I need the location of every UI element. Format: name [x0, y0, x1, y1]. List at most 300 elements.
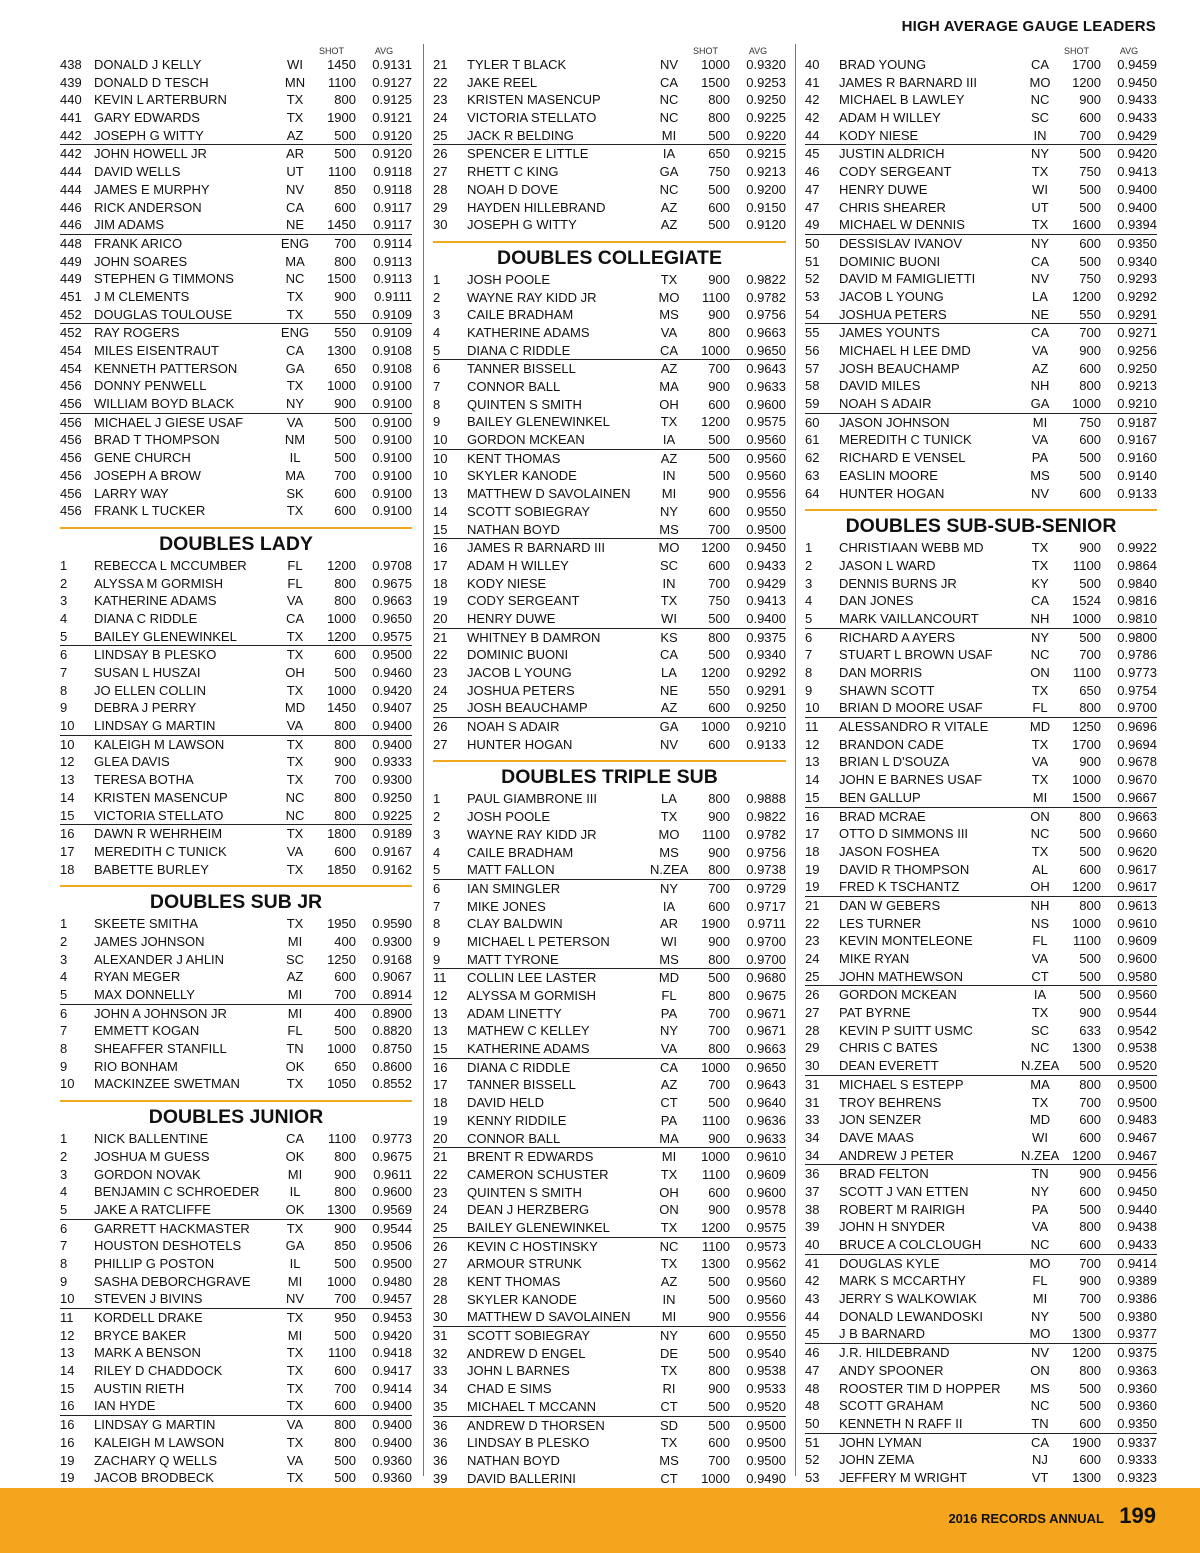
table-row — [60, 181, 412, 199]
table-row — [60, 1290, 412, 1309]
shooter-name: MICHAEL J GIESE USAF — [94, 414, 244, 430]
shot-count: 1700 — [1072, 57, 1101, 72]
average: 0.9556 — [746, 486, 786, 502]
rank: 41 — [805, 74, 820, 90]
table-row — [433, 1219, 786, 1238]
table-row — [433, 216, 786, 234]
rank: 21 — [805, 897, 820, 913]
rank: 8 — [60, 682, 68, 698]
column-header — [60, 40, 412, 56]
rank: 446 — [60, 217, 82, 233]
rank: 57 — [805, 360, 820, 376]
shot-count: 1200 — [701, 665, 730, 680]
shooter-name: DONNY PENWELL — [94, 378, 207, 394]
state: TX — [660, 1363, 678, 1379]
shooter-name: ALEXANDER J AHLIN — [94, 951, 225, 967]
state: NC — [1030, 647, 1050, 663]
state: CA — [659, 1059, 679, 1075]
state: TX — [1031, 164, 1049, 180]
rank: 17 — [805, 826, 820, 842]
shooter-name: JAKE A RATCLIFFE — [94, 1201, 211, 1217]
shot-count: 550 — [334, 325, 356, 341]
state: IN — [1033, 127, 1047, 143]
table-row — [433, 199, 786, 217]
average: 0.9500 — [372, 1255, 412, 1271]
shooter-name: JOHN LYMAN — [839, 1434, 922, 1450]
shooter-name: NOAH S ADAIR — [839, 396, 932, 412]
state: TX — [660, 271, 678, 287]
shooter-name: FRED K TSCHANTZ — [839, 879, 960, 895]
table-row — [60, 753, 412, 771]
table-row — [433, 1308, 786, 1327]
shooter-name: DAVID WELLS — [94, 164, 181, 180]
average: 0.9590 — [372, 916, 412, 932]
shooter-name: JON SENZER — [839, 1112, 922, 1128]
state: OK — [285, 1058, 305, 1074]
shooter-name: BRENT R EDWARDS — [467, 1149, 594, 1165]
table-row — [805, 1415, 1157, 1434]
shot-count: 700 — [708, 521, 730, 537]
average: 0.9108 — [372, 360, 412, 376]
shooter-name: DAVID M FAMIGLIETTI — [839, 271, 976, 287]
rank: 9 — [60, 1273, 68, 1289]
average: 0.9600 — [746, 396, 786, 412]
state: MS — [1030, 1380, 1050, 1396]
shot-count: 500 — [1079, 1058, 1101, 1074]
shot-count: 1100 — [702, 1166, 730, 1182]
shot-count: 1000 — [1072, 610, 1101, 626]
table-row — [60, 377, 412, 395]
table-row — [60, 502, 412, 520]
state: TX — [286, 1434, 304, 1450]
average: 0.9460 — [372, 665, 412, 680]
table-row — [433, 610, 786, 629]
table-row — [433, 915, 786, 933]
rank: 27 — [433, 164, 448, 180]
state: TX — [660, 1219, 678, 1235]
shot-count: 600 — [334, 1398, 356, 1414]
state: PA — [660, 1112, 678, 1128]
shot-count: 400 — [334, 1005, 356, 1021]
shooter-name: DEAN J HERZBERG — [467, 1202, 590, 1218]
state: NE — [659, 682, 679, 698]
shooter-name: DAVID R THOMPSON — [839, 861, 970, 877]
shot-count: 700 — [708, 1452, 730, 1468]
shot-count: 700 — [708, 575, 730, 591]
table-row — [433, 1398, 786, 1417]
shooter-name: GLEA DAVIS — [94, 754, 170, 770]
rank: 26 — [433, 719, 448, 735]
shooter-name: NOAH S ADAIR — [467, 719, 560, 735]
section-title: DOUBLES TRIPLE SUB — [433, 760, 786, 790]
rank: 456 — [60, 485, 82, 501]
state: NH — [1030, 897, 1050, 913]
rank: 28 — [433, 1274, 448, 1289]
average: 0.9609 — [1117, 933, 1157, 949]
state: MD — [1029, 719, 1051, 735]
table-row — [433, 826, 786, 844]
average: 0.9418 — [372, 1345, 412, 1361]
state: NY — [659, 880, 679, 896]
table-row — [433, 1076, 786, 1094]
shooter-name: GENE CHURCH — [94, 450, 191, 466]
table-row — [805, 932, 1157, 950]
shooter-name: IAN SMINGLER — [467, 880, 561, 896]
shot-count: 600 — [708, 700, 730, 716]
shot-count: 900 — [1079, 92, 1101, 108]
rank: 16 — [433, 540, 448, 556]
rank: 1 — [433, 271, 441, 287]
table-row — [805, 324, 1157, 342]
shot-count: 1250 — [327, 951, 356, 967]
shooter-name: RICK ANDERSON — [94, 199, 202, 215]
rank: 11 — [805, 719, 819, 735]
column-3 — [805, 40, 1157, 1487]
rank: 456 — [60, 414, 82, 430]
average: 0.9600 — [372, 1184, 412, 1200]
average: 0.9400 — [1117, 181, 1157, 197]
shot-count: 800 — [334, 575, 356, 591]
shooter-name: JOSEPH A BROW — [94, 467, 201, 483]
average: 0.9433 — [746, 557, 786, 573]
shot-count: 700 — [1079, 1094, 1101, 1110]
average: 0.9643 — [746, 361, 786, 377]
shooter-name: LINDSAY G MARTIN — [94, 718, 216, 734]
rank: 29 — [805, 1040, 820, 1056]
rank: 23 — [433, 665, 448, 680]
shooter-name: KATHERINE ADAMS — [94, 593, 217, 609]
table-row — [433, 1291, 786, 1309]
table-row — [60, 861, 412, 879]
shot-header: SHOT — [1063, 46, 1089, 56]
table-row — [805, 1183, 1157, 1201]
shot-count: 1100 — [328, 74, 356, 90]
average: 0.8900 — [372, 1005, 412, 1021]
table-row — [433, 844, 786, 862]
average: 0.9573 — [746, 1238, 786, 1254]
shooter-name: DENNIS BURNS JR — [839, 575, 957, 591]
table-row — [60, 306, 412, 325]
shooter-name: CONNOR BALL — [467, 379, 561, 394]
shot-count: 850 — [334, 1238, 356, 1254]
state: GA — [659, 164, 679, 180]
shot-header: SHOT — [318, 46, 344, 56]
shooter-name: MICHAEL S ESTEPP — [839, 1076, 964, 1092]
shot-count: 800 — [334, 92, 356, 108]
shot-count: 500 — [1079, 843, 1101, 859]
rank: 31 — [805, 1076, 820, 1092]
average: 0.9121 — [372, 110, 412, 126]
shooter-name: MACKINZEE SWETMAN — [94, 1076, 240, 1092]
rank: 456 — [60, 396, 82, 412]
shot-count: 600 — [708, 1435, 730, 1451]
average: 0.9459 — [1117, 57, 1157, 72]
table-row — [433, 736, 786, 754]
state: MS — [659, 521, 679, 537]
rank: 444 — [60, 164, 82, 180]
shooter-name: IAN HYDE — [94, 1398, 156, 1414]
average: 0.9333 — [1117, 1452, 1157, 1468]
shot-count: 500 — [708, 647, 730, 663]
shooter-name: KALEIGH M LAWSON — [94, 736, 225, 752]
rank: 3 — [433, 826, 441, 842]
shooter-name: DAVID HELD — [467, 1095, 545, 1111]
shooter-name: DESSISLAV IVANOV — [839, 235, 963, 251]
average: 0.9663 — [372, 593, 412, 609]
average: 0.9225 — [372, 807, 412, 823]
state: TX — [660, 1166, 678, 1182]
rank: 16 — [60, 1434, 75, 1450]
average: 0.8750 — [372, 1041, 412, 1057]
average: 0.9413 — [746, 593, 786, 609]
shooter-name: JACK R BELDING — [467, 127, 574, 143]
state: NY — [659, 1328, 679, 1344]
shooter-name: CHRIS SHEARER — [839, 199, 946, 215]
table-row — [805, 843, 1157, 861]
state: NC — [1030, 826, 1050, 842]
table-row — [805, 1165, 1157, 1183]
shooter-name: CODY SERGEANT — [839, 164, 952, 180]
table-row — [60, 1022, 412, 1040]
shooter-name: DOMINIC BUONI — [839, 253, 941, 269]
state: TN — [1031, 1166, 1049, 1182]
shot-count: 1450 — [327, 700, 356, 716]
average: 0.9220 — [746, 127, 786, 143]
shot-count: 750 — [708, 593, 730, 609]
shot-count: 500 — [708, 1095, 730, 1111]
state: TX — [1031, 736, 1049, 752]
shooter-name: DAN W GEBERS — [839, 897, 941, 913]
shooter-name: PAUL GIAMBRONE III — [467, 791, 598, 807]
state: TX — [286, 647, 304, 663]
rank: 37 — [805, 1183, 820, 1199]
state: CA — [1030, 593, 1050, 609]
shooter-name: ARMOUR STRUNK — [467, 1256, 582, 1272]
table-row — [805, 1129, 1157, 1147]
table-row — [805, 682, 1157, 700]
rank: 18 — [60, 861, 75, 877]
average: 0.9111 — [374, 288, 412, 304]
state: NM — [284, 432, 306, 448]
table-row — [805, 1362, 1157, 1380]
average: 0.9253 — [746, 74, 786, 90]
shot-count: 800 — [708, 791, 730, 807]
shot-count: 700 — [334, 467, 356, 483]
rank: 2 — [805, 557, 813, 573]
shot-count: 1000 — [327, 610, 356, 626]
state: FL — [661, 988, 677, 1003]
state: N.ZEA — [1021, 1058, 1060, 1074]
shooter-name: MATTHEW D SAVOLAINEN — [467, 486, 631, 502]
state: VA — [1031, 951, 1049, 966]
shot-count: 1200 — [327, 628, 356, 644]
shooter-name: MARK VAILLANCOURT — [839, 610, 979, 626]
shot-count: 600 — [708, 396, 730, 412]
shot-count: 700 — [708, 1023, 730, 1039]
shot-count: 800 — [708, 92, 730, 108]
shooter-name: KEVIN C HOSTINSKY — [467, 1238, 598, 1254]
average: 0.9100 — [372, 450, 412, 466]
rank: 9 — [433, 414, 441, 430]
rank: 36 — [433, 1435, 448, 1451]
state: AZ — [286, 969, 304, 985]
shot-count: 1100 — [328, 1345, 356, 1361]
shot-count: 550 — [1079, 306, 1101, 322]
table-row — [433, 987, 786, 1005]
average: 0.9100 — [372, 414, 412, 430]
average: 0.9292 — [746, 665, 786, 680]
state: OH — [285, 665, 305, 680]
rank: 456 — [60, 432, 82, 448]
shooter-name: PAT BYRNE — [839, 1005, 911, 1021]
rank: 8 — [60, 1041, 68, 1057]
table-row — [805, 485, 1157, 503]
rank: 23 — [433, 1184, 448, 1200]
average: 0.9773 — [1117, 665, 1157, 680]
average: 0.9250 — [372, 789, 412, 805]
average: 0.9100 — [372, 396, 412, 412]
rank: 15 — [433, 521, 448, 537]
state: AZ — [660, 1077, 678, 1093]
average: 0.9200 — [746, 181, 786, 197]
shot-count: 1200 — [1072, 879, 1101, 895]
shot-count: 600 — [334, 503, 356, 519]
shot-count: 700 — [334, 235, 356, 251]
shot-count: 500 — [334, 1452, 356, 1468]
state: NY — [1030, 235, 1050, 251]
state: AZ — [660, 361, 678, 377]
shot-count: 500 — [708, 1274, 730, 1289]
shooter-name: KRISTEN MASENCUP — [94, 789, 228, 805]
shot-count: 1500 — [701, 74, 730, 90]
state: TX — [660, 414, 678, 430]
shot-count: 600 — [1079, 1112, 1101, 1128]
shot-count: 900 — [1079, 1273, 1101, 1289]
average: 0.9377 — [1117, 1326, 1157, 1342]
shooter-name: BRIAN L D'SOUZA — [839, 754, 950, 770]
shooter-name: VICTORIA STELLATO — [94, 807, 224, 823]
shooter-name: JASON FOSHEA — [839, 843, 940, 859]
shooter-name: KALEIGH M LAWSON — [94, 1434, 225, 1450]
table-row — [433, 467, 786, 485]
rank: 50 — [805, 235, 820, 251]
state: ENG — [280, 235, 310, 251]
average: 0.8600 — [372, 1058, 412, 1074]
rank: 5 — [433, 342, 441, 358]
state: AZ — [660, 450, 678, 466]
state: ON — [659, 1202, 679, 1218]
state: GA — [285, 360, 305, 376]
state: NV — [659, 57, 679, 72]
rank: 23 — [433, 92, 448, 108]
shooter-name: MICHAEL B LAWLEY — [839, 92, 965, 108]
table-row — [805, 950, 1157, 968]
rank: 448 — [60, 235, 82, 251]
table-row — [805, 199, 1157, 217]
state: GA — [285, 1238, 305, 1254]
table-row — [60, 1183, 412, 1201]
rank: 2 — [60, 933, 68, 949]
table-row — [433, 109, 786, 127]
shot-count: 1800 — [327, 826, 356, 842]
rank: 17 — [433, 1077, 448, 1093]
rank: 4 — [60, 610, 68, 626]
table-row — [60, 1362, 412, 1380]
table-row — [60, 1416, 412, 1434]
shooter-name: MICHAEL H LEE DMD — [839, 343, 971, 358]
rank: 1 — [60, 1131, 68, 1147]
shooter-name: GORDON NOVAK — [94, 1166, 201, 1182]
average: 0.9150 — [746, 199, 786, 215]
state: FL — [287, 557, 303, 573]
table-row — [433, 539, 786, 557]
table-row — [433, 145, 786, 163]
state: CA — [1030, 253, 1050, 269]
rank: 25 — [433, 700, 448, 716]
rank: 452 — [60, 325, 82, 341]
rank: 28 — [805, 1022, 820, 1038]
state: DE — [659, 1345, 679, 1361]
rank: 34 — [805, 1147, 820, 1163]
shooter-name: BRAD MCRAE — [839, 808, 926, 824]
average: 0.9922 — [1117, 540, 1157, 556]
average: 0.9680 — [746, 970, 786, 986]
average: 0.9782 — [746, 289, 786, 305]
average: 0.9168 — [372, 951, 412, 967]
shot-count: 600 — [1079, 432, 1101, 448]
shot-count: 800 — [334, 1184, 356, 1200]
table-row — [805, 1236, 1157, 1255]
average: 0.9113 — [373, 253, 412, 269]
average: 0.9663 — [746, 1041, 786, 1057]
rank: 5 — [805, 610, 813, 626]
shot-count: 650 — [334, 1058, 356, 1074]
table-row — [60, 592, 412, 610]
table-row — [433, 91, 786, 109]
shot-count: 1000 — [701, 57, 730, 72]
table-row — [60, 1040, 412, 1058]
average: 0.9650 — [372, 610, 412, 626]
rank: 27 — [805, 1005, 820, 1021]
shot-count: 600 — [1079, 1452, 1101, 1468]
shot-count: 500 — [708, 468, 730, 484]
table-row — [433, 1470, 786, 1488]
state: MI — [661, 127, 677, 143]
shooter-name: HUNTER HOGAN — [839, 485, 945, 501]
shot-count: 500 — [1079, 575, 1101, 591]
rank: 52 — [805, 271, 820, 287]
state: SC — [659, 557, 679, 573]
table-row — [60, 109, 412, 127]
rank: 26 — [805, 987, 820, 1003]
state: IN — [662, 468, 676, 484]
shot-count: 750 — [1079, 271, 1101, 287]
shot-count: 700 — [1079, 1255, 1101, 1271]
shot-count: 700 — [1079, 1291, 1101, 1307]
average: 0.9133 — [746, 736, 786, 752]
shooter-name: WAYNE RAY KIDD JR — [467, 826, 597, 842]
average: 0.9500 — [746, 1417, 786, 1433]
table-row — [60, 324, 412, 342]
table-row — [60, 717, 412, 736]
shooter-name: BEN GALLUP — [839, 789, 921, 805]
rank: 18 — [805, 843, 820, 859]
shooter-name: CAILE BRADHAM — [467, 844, 574, 860]
table-row — [60, 933, 412, 951]
state: TX — [286, 1363, 304, 1379]
shooter-name: LINDSAY B PLESKO — [94, 647, 217, 663]
rank: 17 — [433, 557, 448, 573]
